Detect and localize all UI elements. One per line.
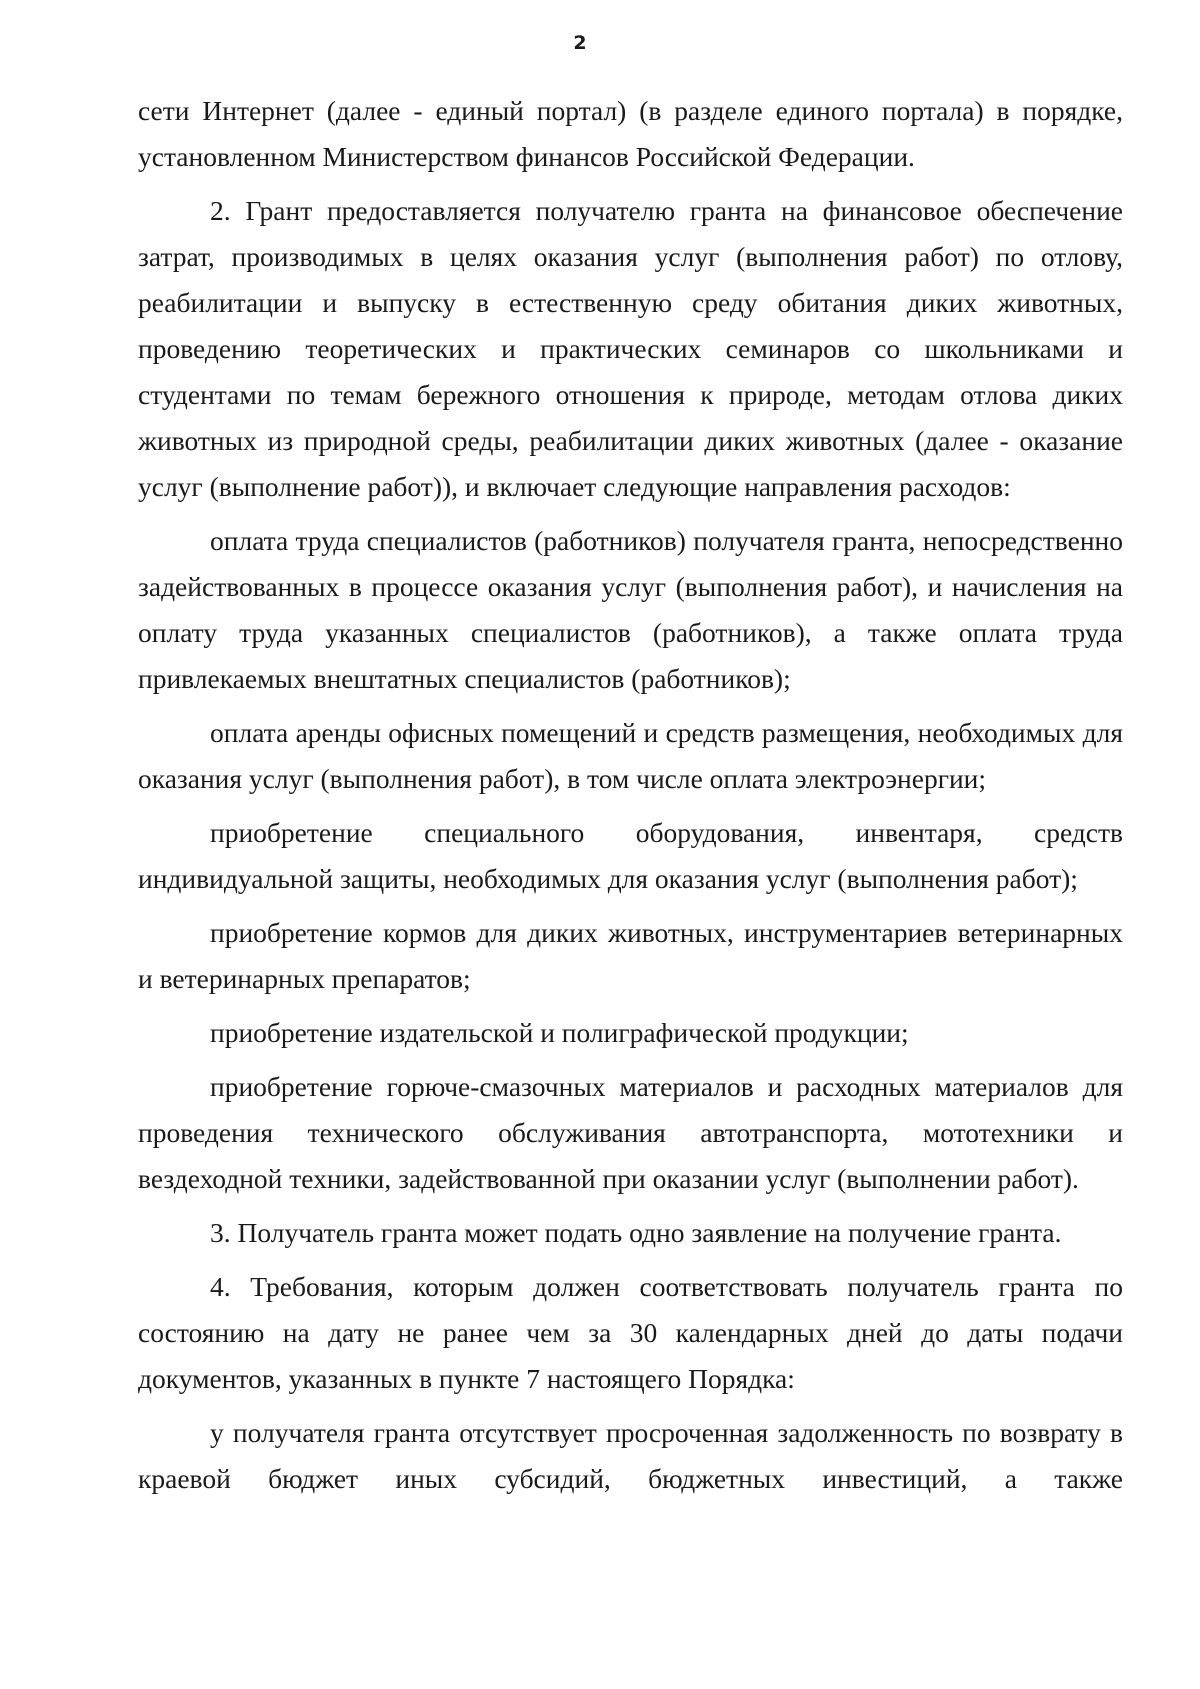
paragraph-continuation: сети Интернет (далее - единый портал) (в разделе единого портала) в порядке, установленном Министерством финансов Российской Федерации.: [138, 95, 1123, 172]
paragraph-expense-rent: оплата аренды офисных помещений и средств размещения, необходимых для оказания услуг (выполнения работ), в том числе оплата электроэнергии;: [138, 717, 1123, 794]
paragraph-item-2: 2. Грант предоставляется получателю гранта на финансовое обеспечение затрат, производимых в целях оказания услуг (выполнения работ) по отлову, реабилитации и выпуску в естественную среду обитания диких животных, проведению теоретических и практических семинаров со школьниками и студентами по темам бережного отношения к природе, методам отлова диких животных из природной среды, реабилитации диких животных (далее - оказание услуг (выполнение работ)), и включает следующие направления расходов:: [138, 195, 1123, 502]
paragraph-expense-fuel: приобретение горюче-смазочных материалов и расходных материалов для проведения технического обслуживания автотранспорта, мототехники и вездеходной техники, задействованной при оказании услуг (выполнении работ).: [138, 1071, 1123, 1194]
paragraph-expense-feed: приобретение кормов для диких животных, инструментариев ветеринарных и ветеринарных препаратов;: [138, 917, 1123, 994]
paragraph-expense-equipment: приобретение специального оборудования, инвентаря, средств индивидуальной защиты, необходимых для оказания услуг (выполнения работ);: [138, 817, 1123, 894]
paragraph-expense-labor: оплата труда специалистов (работников) получателя гранта, непосредственно задействованных в процессе оказания услуг (выполнения работ), и начисления на оплату труда указанных специалистов (работников), а также оплата труда привлекаемых внештатных специалистов (работников);: [138, 525, 1123, 694]
paragraph-requirement-debt: у получателя гранта отсутствует просроченная задолженность по возврату в краевой бюджет иных субсидий, бюджетных инвестиций, а также: [138, 1417, 1123, 1494]
document-body: [138, 88, 1123, 1510]
paragraph-item-4: 4. Требования, которым должен соответствовать получатель гранта по состоянию на дату не ранее чем за 30 календарных дней до даты подачи документов, указанных в пункте 7 настоящего Порядка:: [138, 1271, 1123, 1394]
paragraph-item-3: 3. Получатель гранта может подать одно заявление на получение гранта.: [210, 1217, 1062, 1248]
paragraph-expense-printing: приобретение издательской и полиграфической продукции;: [210, 1017, 909, 1048]
page-number: 2: [573, 32, 587, 54]
